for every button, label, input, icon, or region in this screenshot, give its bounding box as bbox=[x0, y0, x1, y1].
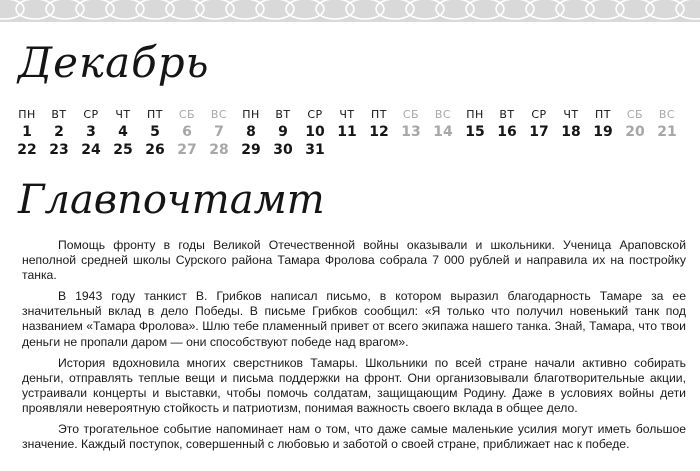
article-paragraph: Это трогательное событие напоминает нам о том, что даже самые маленькие усилия могут иметь большое значение. Каждый поступок, совершенный с любовью и заботой о своей стране, приближает нас к победе. bbox=[22, 422, 686, 452]
calendar-day: 10 bbox=[305, 124, 325, 140]
ornament-loop bbox=[256, 0, 294, 19]
calendar-day: 14 bbox=[433, 124, 453, 140]
ornament-loop bbox=[466, 0, 504, 19]
ornament-loop bbox=[286, 0, 324, 19]
calendar-day: 31 bbox=[305, 142, 325, 158]
weekday-label: ВТ bbox=[51, 108, 67, 121]
calendar-grid bbox=[0, 108, 700, 160]
ornament-loop bbox=[226, 0, 264, 19]
weekday-label: СБ bbox=[626, 108, 644, 121]
weekday-label: ПН bbox=[242, 108, 260, 121]
month-title: Декабрь bbox=[18, 38, 210, 87]
article-body bbox=[22, 238, 686, 458]
calendar-day: 5 bbox=[150, 124, 160, 140]
weekday-label: ВТ bbox=[499, 108, 515, 121]
calendar-day: 13 bbox=[401, 124, 421, 140]
calendar-day: 20 bbox=[625, 124, 645, 140]
ornament-loop bbox=[526, 0, 564, 19]
ornament-loop bbox=[76, 0, 114, 19]
ornament-loop bbox=[496, 0, 534, 19]
ornament-loop bbox=[16, 0, 54, 19]
calendar-day: 30 bbox=[273, 142, 293, 158]
calendar-day: 16 bbox=[497, 124, 517, 140]
calendar-day: 15 bbox=[465, 124, 485, 140]
ornament-loop bbox=[406, 0, 444, 19]
calendar-day: 23 bbox=[49, 142, 69, 158]
article-paragraph: История вдохновила многих сверстников Тамары. Школьники по всей стране начали активно собирать деньги, отправлять теплые вещи и письма поддержки на фронт. Они организовывали благотворительные акции, устраивали концерты и выставки, чтобы помочь солдатам, защищающим Родину. Даже в условиях войны дети проявляли невероятную стойкость и патриотизм, понимая важность своего вклада в общее дело. bbox=[22, 355, 686, 415]
weekday-label: ЧТ bbox=[115, 108, 131, 121]
calendar-day: 1 bbox=[22, 124, 32, 140]
calendar-day: 11 bbox=[337, 124, 357, 140]
section-title: Главпочтамт bbox=[18, 177, 325, 223]
calendar-day: 28 bbox=[209, 142, 229, 158]
ornament-loop bbox=[166, 0, 204, 19]
ornament-loop bbox=[556, 0, 594, 19]
calendar-day: 29 bbox=[241, 142, 261, 158]
weekday-label: ЧТ bbox=[563, 108, 579, 121]
ornament-loop bbox=[346, 0, 384, 19]
weekday-label: ПТ bbox=[147, 108, 163, 121]
ornament-loop bbox=[106, 0, 144, 19]
calendar-day: 17 bbox=[529, 124, 549, 140]
ornament-loop bbox=[586, 0, 624, 19]
calendar-day: 19 bbox=[593, 124, 613, 140]
weekday-label: ПТ bbox=[371, 108, 387, 121]
weekday-label: СР bbox=[531, 108, 547, 121]
weekday-label: ПН bbox=[18, 108, 36, 121]
ornament-loop bbox=[616, 0, 654, 19]
ornament-loop bbox=[196, 0, 234, 19]
calendar-day: 18 bbox=[561, 124, 581, 140]
article-paragraph: В 1943 году танкист В. Грибков написал письмо, в котором выразил благодарность Тамаре за ее значительный вклад в дело Победы. В письме Грибков сообщил: «Я только что получил новенький танк под названием «Тамара Фролова». Шлю тебе пламенный привет от всего экипажа нашего танка. Знай, Тамара, что твои деньги не пропали даром — они способствуют победе над врагом». bbox=[22, 289, 686, 349]
weekday-label: ПТ bbox=[595, 108, 611, 121]
calendar-day: 4 bbox=[118, 124, 128, 140]
calendar-day: 2 bbox=[54, 124, 64, 140]
weekday-label: СБ bbox=[178, 108, 196, 121]
ornament-loop bbox=[376, 0, 414, 19]
calendar-day: 21 bbox=[657, 124, 677, 140]
calendar-day: 12 bbox=[369, 124, 389, 140]
article-paragraph: Помощь фронту в годы Великой Отечественной войны оказывали и школьники. Ученица Араповской неполной средней школы Сурского района Тамара Фролова собрала 7 000 рублей и направила их на постройку танка. bbox=[22, 238, 686, 283]
weekday-label: ВТ bbox=[275, 108, 291, 121]
calendar-day: 26 bbox=[145, 142, 165, 158]
weekday-label: ВС bbox=[210, 108, 228, 121]
calendar-day: 24 bbox=[81, 142, 101, 158]
decorative-border bbox=[0, 0, 700, 22]
calendar-day: 9 bbox=[278, 124, 288, 140]
weekday-label: ВС bbox=[434, 108, 452, 121]
weekday-label: СБ bbox=[402, 108, 420, 121]
calendar-day: 8 bbox=[246, 124, 256, 140]
ornament-loop bbox=[436, 0, 474, 19]
weekday-label: СР bbox=[83, 108, 99, 121]
weekday-label: ЧТ bbox=[339, 108, 355, 121]
ornament-loop bbox=[316, 0, 354, 19]
ornament-loop bbox=[646, 0, 684, 19]
calendar-day: 6 bbox=[182, 124, 192, 140]
calendar-day: 27 bbox=[177, 142, 197, 158]
ornament-loop bbox=[136, 0, 174, 19]
calendar-day: 7 bbox=[214, 124, 224, 140]
ornament-pattern bbox=[0, 0, 700, 22]
weekday-label: ПН bbox=[466, 108, 484, 121]
calendar-day: 25 bbox=[113, 142, 133, 158]
ornament-loop bbox=[46, 0, 84, 19]
weekday-label: СР bbox=[307, 108, 323, 121]
calendar-day: 22 bbox=[17, 142, 37, 158]
calendar-day: 3 bbox=[86, 124, 96, 140]
weekday-label: ВС bbox=[658, 108, 676, 121]
